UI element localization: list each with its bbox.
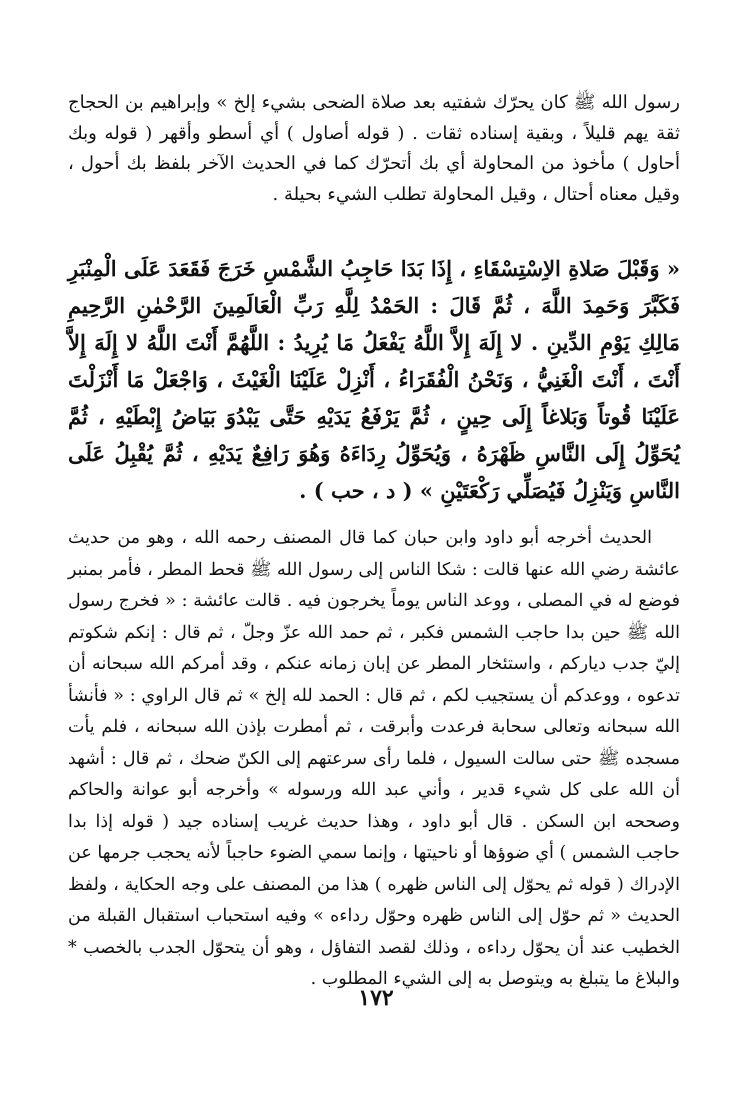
commentary-paragraph-body: الحديث أخرجه أبو داود وابن حبان كما قال المصنف رحمه الله ، وهو من حديث عائشة رضي الله عنها قالت : شكا الناس إلى رسول الله ﷺ قحط المطر ، فأمر بمنبر فوضع له في المصلى ، ووعد الناس يوماً يخرجون فيه . قالت عائشة : « فخرج رسول الله ﷺ حين بدا حاجب الشمس فكبر ، ثم حمد الله عزّ وجلّ ، ثم قال : إنكم شكوتم إليّ جدب دياركم ، واستئخار المطر عن إبان زمانه عنكم ، وقد أمركم الله سبحانه أن تدعوه ، ووعدكم أن يستجيب لكم ، ثم قال : الحمد لله إلخ » ثم قال الراوي : « فأنشأ الله سبحانه وتعالى سحابة فرعدت وأبرقت ، ثم أمطرت بإذن الله سبحانه ، فلم يأت مسجده ﷺ حتى سالت السيول ، فلما رأى سرعتهم إلى الكنّ ضحك ، ثم قال : أشهد أن الله على كل شيء قدير ، وأني عبد الله ورسوله » وأخرجه أبو عوانة والحاكم وصححه ابن السكن . قال أبو داود ، وهذا حديث غريب إسناده جيد ( قوله إذا بدا حاجب الشمس ) أي ضوؤها أو ناحيتها ، وإنما سمي الضوء حاجباً لأنه يحجب جرمها عن الإدراك ( قوله ثم يحوّل إلى الناس ظهره ) هذا من المصنف على وجه الحكاية ، ولفظ الحديث « ثم حوّل إلى الناس ظهره وحوّل رداءه » وفيه استحباب استقبال القبلة من الخطيب عند أن يحوّل رداءه ، وذلك لقصد التفاؤل ، وهو أن يتحوّل الجدب بالخصب * والبلاغ ما يتبلغ به ويتوصل به إلى الشيء المطلوب . bbox=[68, 528, 680, 989]
page-number: ١٧٢ bbox=[358, 985, 394, 1011]
hadith-text: « وَقَبْلَ صَلاةِ الاِسْتِسْقَاءِ ، إِذَا بَدَا حَاجِبُ الشَّمْسِ خَرَجَ فَقَعَدَ عَلَى الْمِنْبَرِ فَكَبَّرَ وَحَمِدَ اللَّهَ ، ثُمَّ قَالَ : الحَمْدُ لِلَّهِ رَبِّ الْعَالَمِينَ الرَّحْمٰنِ الرَّحِيمِ مَالِكِ يَوْمِ الدِّينِ . لا إِلَهَ إِلاَّ اللَّهُ يَفْعَلُ مَا يُرِيدُ : اللَّهُمَّ أَنْتَ اللَّهُ لا إِلَهَ إِلاَّ أَنْتَ ، أَنْتَ الْغَنِيُّ ، وَنَحْنُ الْفُقَرَاءُ ، أَنْزِلْ عَلَيْنَا الْغَيْثَ ، وَاجْعَلْ مَا أَنْزَلْتَ عَلَيْنَا قُوتاً وَبَلاغاً إِلَى حِينٍ ، ثُمَّ يَرْفَعُ يَدَيْهِ حَتَّى يَبْدُوَ بَيَاضُ إِبْطَيْهِ ، ثُمَّ يُحَوِّلُ إِلَى النَّاسِ ظَهْرَهُ ، وَيُحَوِّلُ رِدَاءَهُ وَهُوَ رَافِعٌ يَدَيْهِ ، ثُمَّ يُقْبِلُ عَلَى النَّاسِ وَيَنْزِلُ فَيُصَلِّي رَكْعَتَيْنِ » ( د ، حب ) . bbox=[68, 256, 680, 503]
commentary-paragraph-top: رسول الله ﷺ كان يحرّك شفتيه بعد صلاة الضحى بشيء إلخ » وإبراهيم بن الحجاج ثقة يهم قليلاً ، وبقية إسناده ثقات . ( قوله أصاول ) أي أسطو وأقهر ( قوله وبك أحاول ) مأخوذ من المحاولة أي بك أتحرّك كما في الحديث الآخر بلفظ بك أحول ، وقيل معناه أحتال ، وقيل المحاولة تطلب الشيء بحيلة . bbox=[68, 92, 680, 205]
